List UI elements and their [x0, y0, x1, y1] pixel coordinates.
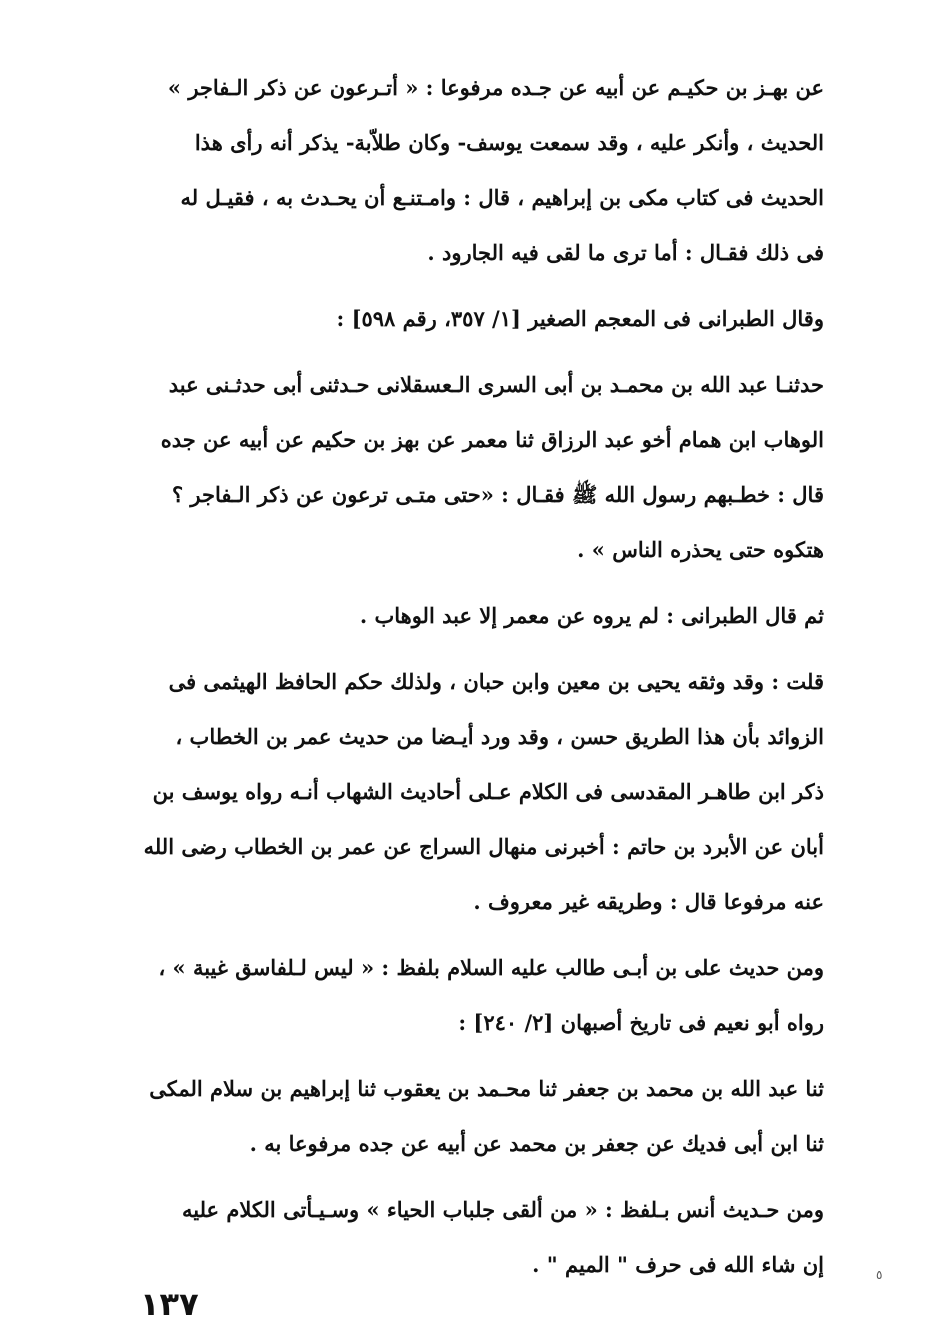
text-line: ومن حـديث أنس بـلفظ : « من ألقى جلباب الحياء » وسـيـأتى الكلام عليه: [182, 1197, 824, 1222]
corner-mark: ٥: [876, 1268, 883, 1282]
paragraph-4: [112, 588, 824, 643]
page-body: [112, 60, 824, 1303]
text-line: قال : خطـبهم رسول الله ﷺ فقـال : «حتى متـى ترعون عن ذكر الـفاجر ؟: [171, 482, 824, 507]
text-line: ثنا عبد الله بن محمد بن جعفر ثنا محـمد بن يعقوب ثنا إبراهيم بن سلام المكى: [149, 1076, 824, 1101]
text-line: رواه أبو نعيم فى تاريخ أصبهان [٢/ ٢٤٠] :: [458, 1010, 824, 1035]
text-line: هتكوه حتى يحذره الناس » .: [577, 537, 824, 562]
paragraph-6: [112, 940, 824, 1050]
text-line: عن بهـز بن حكيـم عن أبيه عن جـده مرفوعا : « أتـرعون عن ذكر الـفاجر »: [167, 75, 824, 100]
text-line: ثم قال الطبرانى : لم يروه عن معمر إلا عبد الوهاب .: [359, 603, 824, 628]
text-line: فى ذلك فقـال : أما ترى ما لقى فيه الجارود .: [427, 240, 824, 265]
text-line: الحديث فى كتاب مكى بن إبراهيم ، قال : وامـتنـع أن يحـدث به ، فقيـل له: [180, 185, 824, 210]
text-line: قلت : وقد وثقه يحيى بن معين وابن حبان ، ولذلك حكم الحافظ الهيثمى فى: [168, 669, 824, 694]
text-line: الزوائد بأن هذا الطريق حسن ، وقد ورد أيـضا من حديث عمر بن الخطاب ،: [175, 724, 824, 749]
text-line: أبان عن الأبرد بن حاتم : أخبرنى منهال السراج عن عمر بن الخطاب رضى الله: [143, 834, 824, 859]
text-line: وقال الطبرانى فى المعجم الصغير [١/ ٣٥٧، رقم ٥٩٨] :: [336, 306, 824, 331]
paragraph-7: [112, 1061, 824, 1171]
paragraph-8: [112, 1182, 824, 1292]
paragraph-3: [112, 357, 824, 577]
text-line: ثنا ابن أبى فديك عن جعفر بن محمد عن أبيه عن جده مرفوعا به .: [249, 1131, 824, 1156]
paragraph-5: [112, 654, 824, 929]
paragraph-1: [112, 60, 824, 280]
text-line: حدثنـا عبد الله بن محمـد بن أبى السرى الـعسقلانى حـدثنى أبى حدثـنى عبد: [168, 372, 824, 397]
text-line: ومن حديث على بن أبـى طالب عليه السلام بلفظ : « ليس لـلفاسق غيبة » ،: [158, 955, 824, 980]
page-number: ١٣٧: [140, 1285, 199, 1323]
text-line: الوهاب ابن همام أخو عبد الرزاق ثنا معمر عن بهز بن حكيم عن أبيه عن جده: [160, 427, 824, 452]
text-line: إن شاء الله فى حرف " الميم " .: [532, 1252, 824, 1277]
text-line: الحديث ، وأنكر عليه ، وقد سمعت يوسف- وكان طلاّبة- يذكر أنه رأى هذا: [194, 130, 824, 155]
paragraph-2: [112, 291, 824, 346]
text-line: عنه مرفوعا قال : وطريقه غير معروف .: [473, 889, 824, 914]
text-line: ذكر ابن طاهـر المقدسى فى الكلام عـلى أحاديث الشهاب أنـه رواه يوسف بن: [152, 779, 824, 804]
